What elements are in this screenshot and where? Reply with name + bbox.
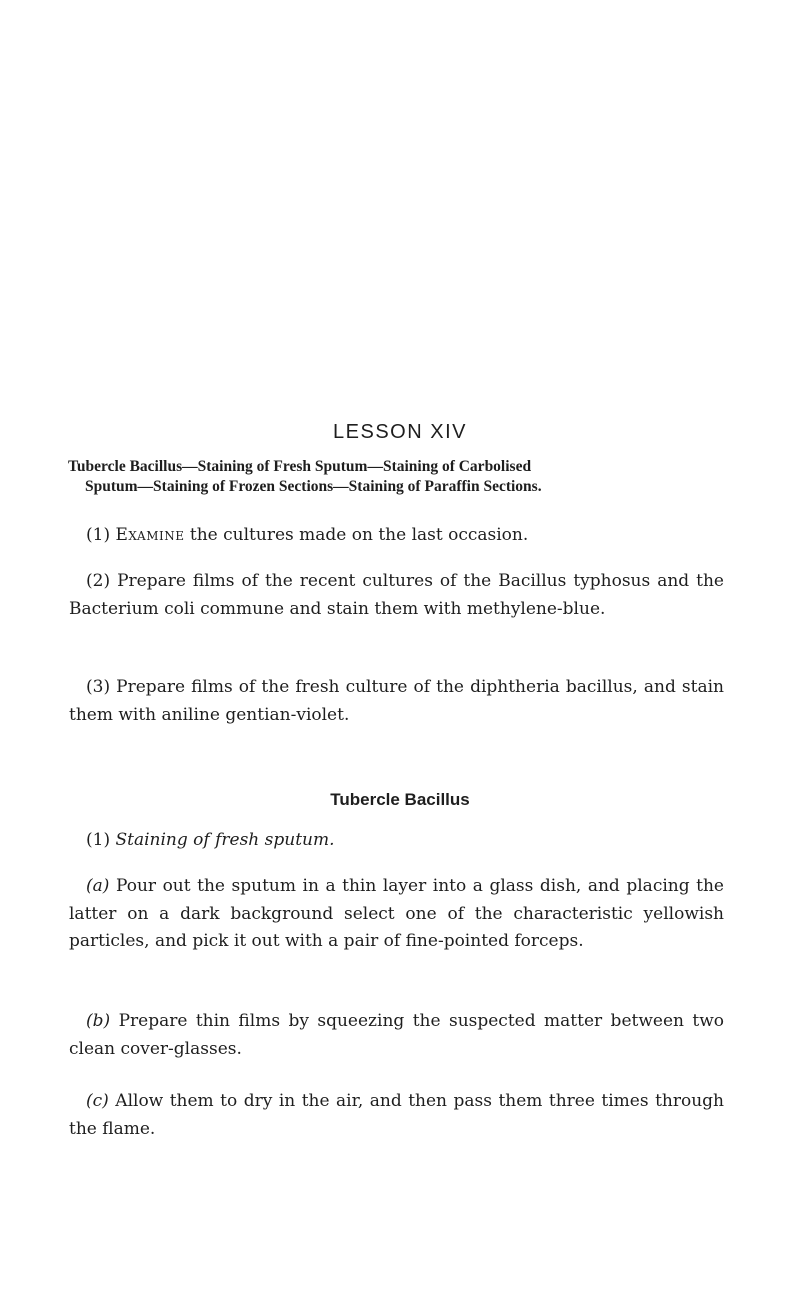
item-1-number: (1)	[86, 525, 111, 545]
summary-line-2: Sputum—Staining of Frozen Sections—Staining of Paraffin Sections.	[85, 478, 542, 495]
item-2	[69, 568, 724, 623]
subsection-number: (1)	[86, 830, 111, 850]
item-1-text: the cultures made on the last occasion.	[184, 525, 529, 545]
step-c	[69, 1088, 724, 1143]
section-heading: Tubercle Bacillus	[330, 790, 470, 809]
step-b-label: (b)	[86, 1011, 111, 1031]
lesson-summary	[68, 457, 738, 497]
subsection-heading	[69, 827, 724, 855]
step-c-text: Allow them to dry in the air, and then pass them three times through the flame.	[69, 1091, 724, 1139]
lesson-title: LESSON XIV	[333, 421, 467, 444]
item-1-lead: Examine	[115, 525, 185, 545]
step-b-text: Prepare thin films by squeezing the suspected matter between two clean cover-glasses.	[69, 1011, 724, 1059]
summary-line-1: Tubercle Bacillus—Staining of Fresh Sputum—Staining of Carbolised	[68, 458, 532, 475]
item-3	[69, 674, 724, 729]
step-a-label: (a)	[86, 876, 110, 896]
step-b	[69, 1008, 724, 1063]
step-a-text: Pour out the sputum in a thin layer into a glass dish, and placing the latter on a dark background select one of the characteristic yellowish particles, and pick it out with a pair of fine-pointed forceps.	[69, 876, 724, 951]
step-a	[69, 873, 724, 956]
subsection-title: Staining of fresh sputum.	[115, 830, 335, 850]
item-2-text: Prepare films of the recent cultures of the Bacillus typhosus and the Bacterium coli commune and stain them with methylene-blue.	[69, 571, 724, 619]
step-c-label: (c)	[86, 1091, 109, 1111]
item-2-number: (2)	[86, 571, 111, 591]
item-3-text: Prepare films of the fresh culture of the diphtheria bacillus, and stain them with aniline gentian-violet.	[69, 677, 724, 725]
item-3-number: (3)	[86, 677, 111, 697]
item-1	[69, 522, 724, 550]
